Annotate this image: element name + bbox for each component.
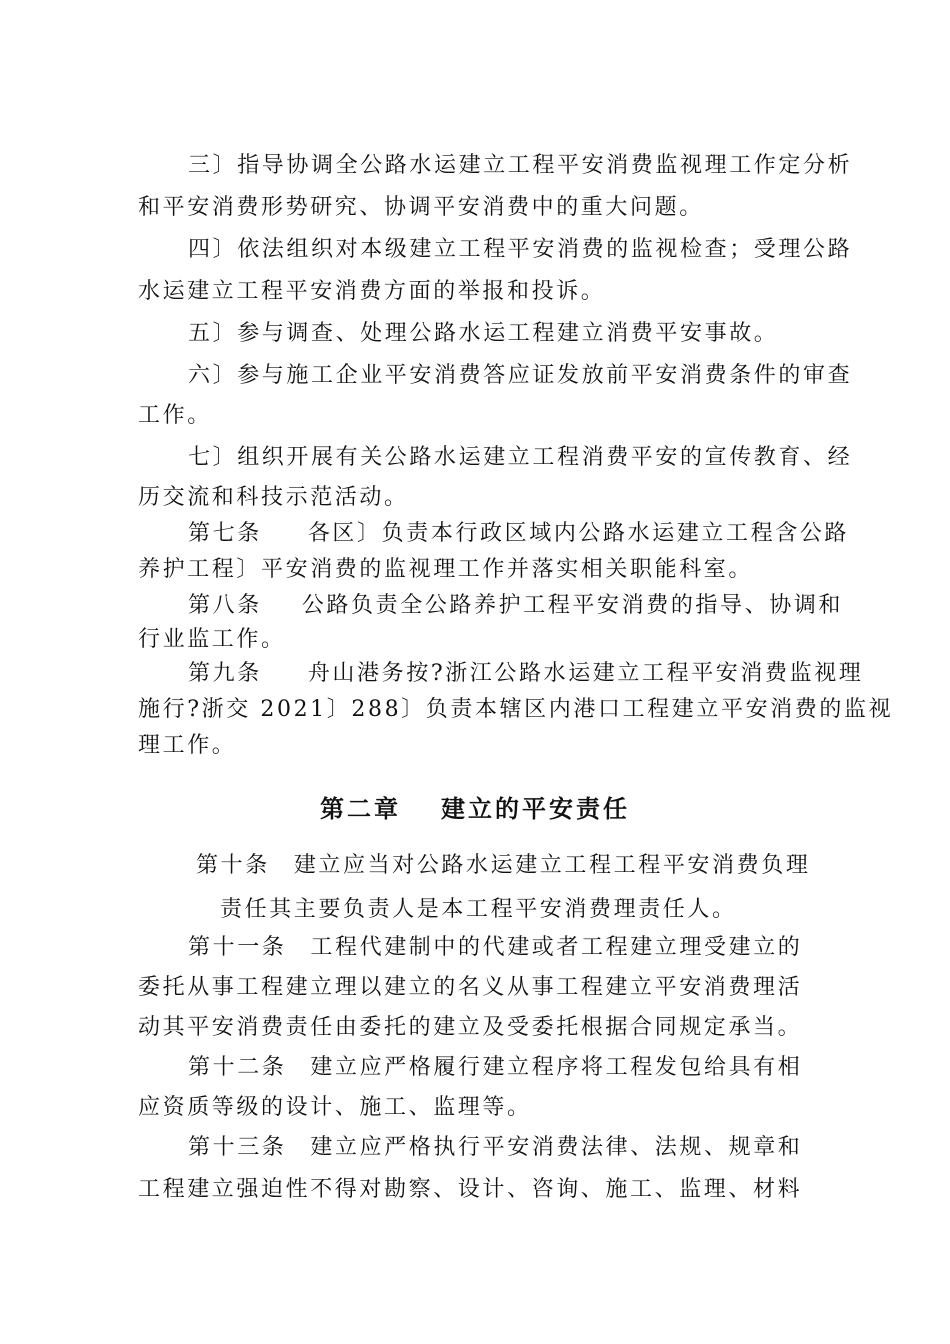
paragraph-line: 四〕依法组织对本级建立工程平安消费的监视检查；受理公路	[188, 237, 853, 262]
paragraph-line: 动其平安消费责任由委托的建立及受委托根据合同规定承当。	[138, 1015, 803, 1040]
article-number: 第七条	[188, 521, 262, 546]
paragraph-line: 六〕参与施工企业平安消费答应证发放前平安消费条件的审查	[188, 363, 853, 388]
paragraph-line: 责任其主要负责人是本工程平安消费理责任人。	[220, 897, 737, 922]
article-text: 工程代建制中的代建或者工程建立理受建立的	[310, 935, 803, 960]
paragraph-line: 工作。	[138, 403, 212, 428]
article-10	[196, 852, 810, 880]
article-number: 第九条	[188, 661, 262, 686]
article-text: 公路负责全公路养护工程平安消费的指导、协调和	[301, 593, 844, 618]
article-text: 各区〕负责本行政区域内公路水运建立工程含公路	[307, 521, 850, 546]
article-12	[188, 1054, 802, 1082]
paragraph-line: 应资质等级的设计、施工、监理等。	[138, 1095, 532, 1120]
chapter-title	[0, 789, 950, 824]
paragraph-line: 行业监工作。	[138, 627, 286, 652]
paragraph-line: 委托从事工程建立理以建立的名义从事工程建立平安消费理活	[138, 975, 803, 1000]
article-13	[188, 1134, 802, 1162]
paragraph-line: 七〕组织开展有关公路水运建立工程消费平安的宣传教育、经	[188, 445, 853, 470]
paragraph-line: 三〕指导协调全公路水运建立工程平安消费监视理工作定分析	[188, 153, 853, 178]
article-number: 第十一条	[188, 935, 287, 960]
article-9	[188, 660, 863, 688]
paragraph-line: 工程建立强迫性不得对勘察、设计、咨询、施工、监理、材料	[138, 1177, 803, 1202]
paragraph-line: 养护工程〕平安消费的监视理工作并落实相关职能科室。	[138, 557, 754, 582]
article-7	[188, 520, 849, 548]
article-text: 建立应严格履行建立程序将工程发包给具有相	[310, 1055, 803, 1080]
paragraph-line: 五〕参与调查、处理公路水运工程建立消费平安事故。	[188, 321, 779, 346]
paragraph-line: 历交流和科技示范活动。	[138, 485, 409, 510]
article-8	[188, 592, 843, 620]
paragraph-line: 施行?浙交 2021〕288〕负责本辖区内港口工程建立平安消费的监视	[138, 697, 894, 722]
paragraph-line: 理工作。	[138, 733, 237, 758]
article-11	[188, 934, 802, 962]
chapter-name: 建立的平安责任	[441, 795, 630, 823]
paragraph-line: 水运建立工程平安消费方面的举报和投诉。	[138, 279, 606, 304]
article-number: 第十二条	[188, 1055, 287, 1080]
paragraph-line: 和平安消费形势研究、协调平安消费中的重大问题。	[138, 195, 704, 220]
article-text: 舟山港务按?浙江公路水运建立工程平安消费监视理	[307, 661, 864, 686]
article-number: 第十三条	[188, 1135, 287, 1160]
article-text: 建立应严格执行平安消费法律、法规、规章和	[310, 1135, 803, 1160]
article-number: 第十条	[196, 853, 270, 878]
article-number: 第八条	[188, 593, 262, 618]
chapter-number: 第二章	[320, 795, 401, 823]
article-text: 建立应当对公路水运建立工程工程平安消费负理	[293, 853, 811, 878]
